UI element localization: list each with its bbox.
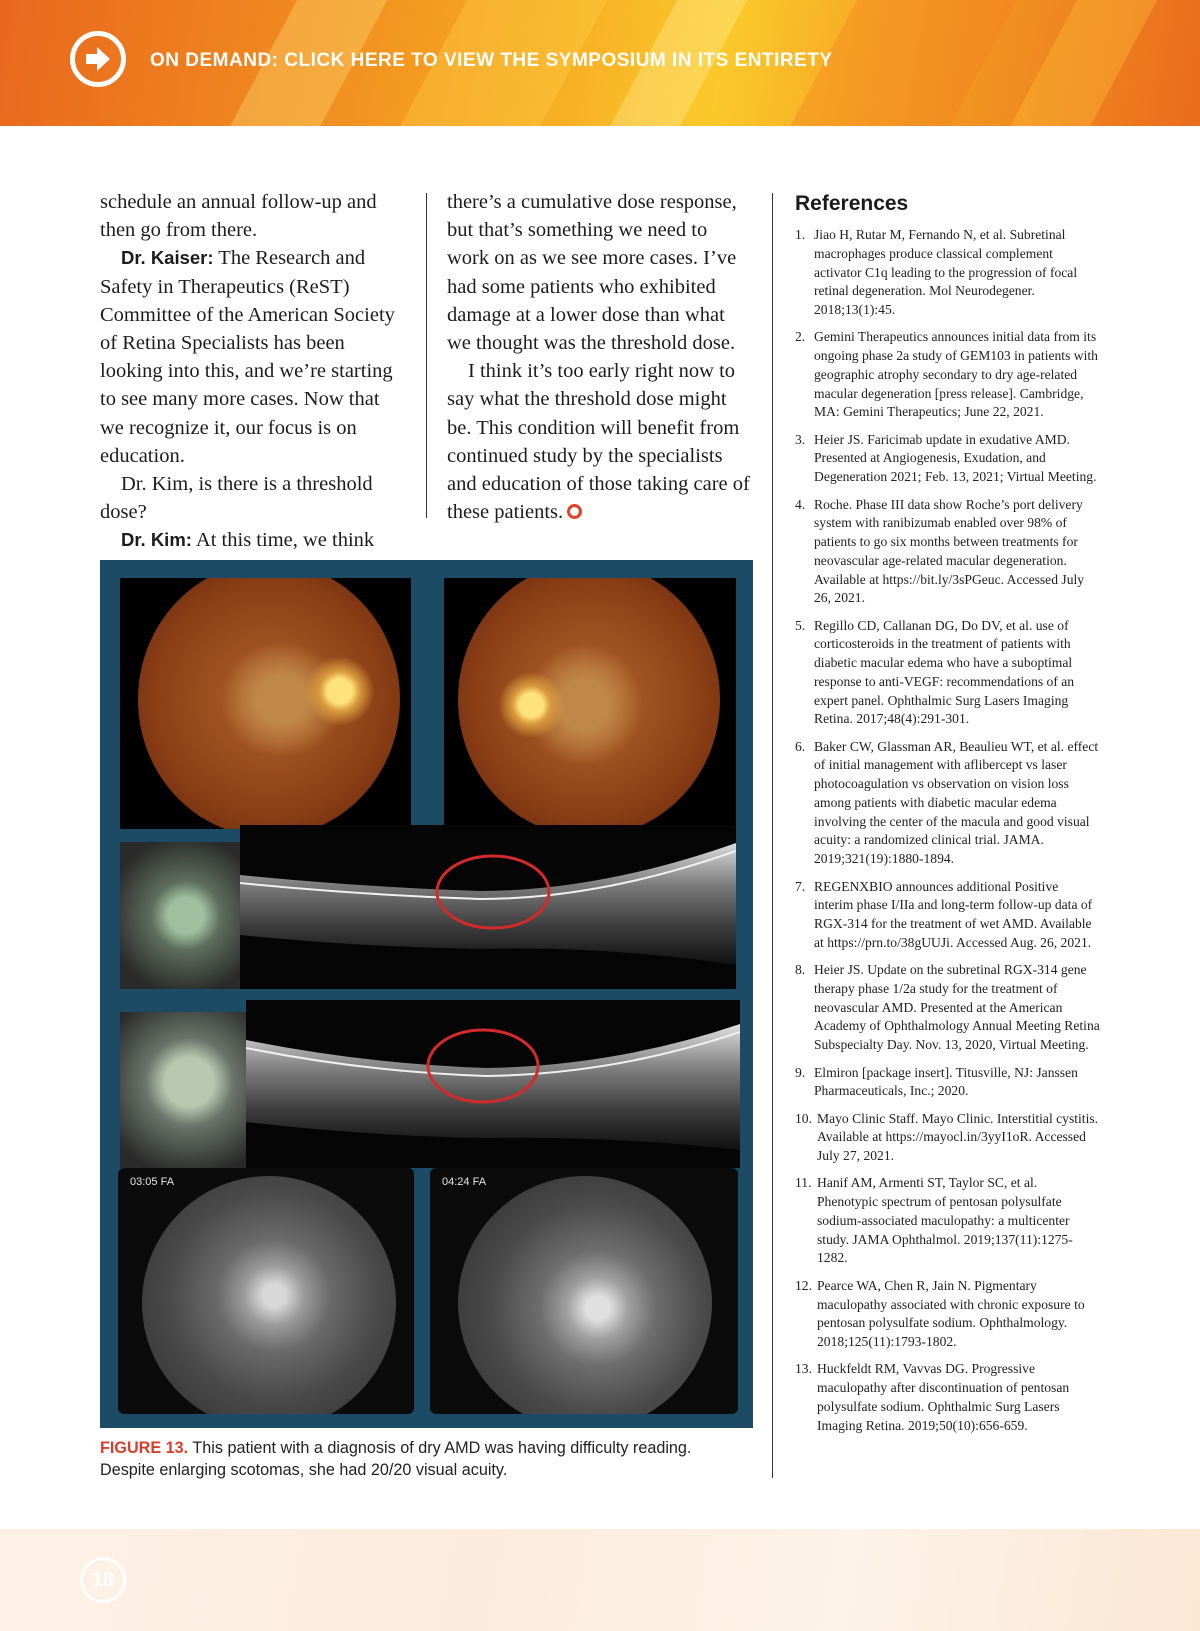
fa-disc (142, 1176, 396, 1414)
paragraph (100, 526, 406, 554)
reference-item (795, 1277, 1100, 1352)
reference-text: Regillo CD, Callanan DG, Do DV, et al. use of corticosteroids in the treatment of patients with diabetic macular edema who have a suboptimal response to anti-VEGF: recommendations of an expert panel. Ophthalmic Surg Lasers Imaging Retina. 2017;48(4):291-301. (814, 617, 1075, 727)
fluorescein-angiogram-right (430, 1168, 738, 1414)
play-arrow-icon (84, 45, 112, 73)
reference-text: Baker CW, Glassman AR, Beaulieu WT, et al. effect of initial management with aflibercept vs laser photocoagulation vs observation on vision loss among patients with diabetic macular edema involving the center of the macula and good visual acuity: a randomized clinical trial. JAMA. 2019;321(19):1880-1894. (814, 738, 1099, 867)
fundus-photo-left (120, 578, 411, 829)
paragraph-text: I think it’s too early right now to say what the threshold dose might be. This condition will benefit from continued study by the specialists and education of those taking care of these patients. (447, 360, 750, 524)
fa-timestamp: 03:05 FA (130, 1176, 175, 1188)
reference-text: Heier JS. Update on the subretinal RGX-314 gene therapy phase 1/2a study for the treatment of neovascular AMD. Presented at the American Academy of Ophthalmology Annual Meeting Retina Subspecialty Day. Nov. 13, 2020, Virtual Meeting. (814, 962, 1100, 1053)
reference-item (795, 1064, 1100, 1102)
reference-number: 6. (795, 738, 806, 754)
reference-number: 8. (795, 962, 806, 978)
page-number: 18 (80, 1557, 126, 1603)
oct-scan-1 (240, 825, 736, 989)
reference-number: 5. (795, 617, 806, 633)
oct-scan-2-thumbnail (120, 1012, 246, 1168)
caption-text: This patient with a diagnosis of dry AMD was having difficulty reading. Despite enlarging scotomas, she had 20/20 visual acuity. (100, 1439, 692, 1479)
article-column-1 (100, 188, 406, 555)
reference-number: 7. (795, 878, 806, 894)
article-column-2 (447, 188, 753, 526)
paragraph: schedule an annual follow-up and then go from there. (100, 191, 377, 242)
oct-scan-2 (246, 1000, 740, 1168)
figure-caption (100, 1437, 750, 1481)
reference-item (795, 226, 1100, 320)
fluorescein-angiogram-left (118, 1168, 414, 1414)
reference-item (795, 878, 1100, 953)
symposium-link[interactable]: ON DEMAND: CLICK HERE TO VIEW THE SYMPOSIUM IN ITS ENTIRETY (150, 50, 833, 71)
references-heading: References (795, 192, 909, 215)
reference-number: 2. (795, 329, 806, 345)
banner-stripe (982, 0, 1179, 126)
reference-number: 12. (795, 1277, 812, 1293)
reference-item (795, 496, 1100, 609)
reference-item (795, 328, 1100, 422)
end-mark-icon (567, 504, 582, 519)
reference-number: 13. (795, 1361, 812, 1377)
oct-scan-1-graphic (240, 825, 736, 989)
reference-text: Hanif AM, Armenti ST, Taylor SC, et al. Phenotypic spectrum of pentosan polysulfate sodium-associated maculopathy: a multicenter study. JAMA Ophthalmol. 2019;137(11):1275-1282. (817, 1175, 1073, 1266)
paragraph: Dr. Kim, is there is a threshold dose? (100, 473, 373, 524)
reference-text: Pearce WA, Chen R, Jain N. Pigmentary maculopathy associated with chronic exposure to pentosan polysulfate sodium. Ophthalmology. 2018;125(11):1793-1802. (817, 1277, 1085, 1350)
reference-text: Heier JS. Faricimab update in exudative AMD. Presented at Angiogenesis, Exudation, and Degeneration 2021; Feb. 13, 2021; Virtual Meeting. (814, 431, 1097, 485)
reference-item (795, 617, 1100, 730)
oct-scan-1-thumbnail (120, 842, 240, 989)
reference-text: Gemini Therapeutics announces initial data from its ongoing phase 2a study of GEM103 in patients with geographic atrophy secondary to dry age-related macular degeneration [press release]. Cambridge, MA: Gemini Therapeutics; June 22, 2021. (814, 329, 1098, 420)
reference-item (795, 1174, 1100, 1268)
speaker-name: Dr. Kim: (121, 529, 192, 551)
reference-number: 3. (795, 431, 806, 447)
fundus-disc (458, 578, 720, 829)
column-divider (772, 193, 773, 1478)
paragraph (447, 357, 753, 526)
reference-number: 11. (795, 1175, 812, 1191)
figure-label: FIGURE 13. (100, 1439, 189, 1457)
paragraph: there’s a cumulative dose response, but that’s something we need to work on as we see more cases. I’ve had some patients who exhibited damage at a lower dose than what we thought was the threshold dose. (447, 191, 737, 355)
footer-band (0, 1529, 1200, 1631)
speaker-name: Dr. Kaiser: (121, 247, 214, 269)
fundus-disc (138, 578, 400, 829)
play-button[interactable] (70, 31, 126, 87)
reference-text: Elmiron [package insert]. Titusville, NJ: Janssen Pharmaceuticals, Inc.; 2020. (814, 1064, 1078, 1099)
reference-item (795, 1110, 1100, 1166)
paragraph (100, 244, 406, 470)
reference-item (795, 738, 1100, 869)
fa-timestamp: 04:24 FA (442, 1176, 487, 1188)
reference-item (795, 431, 1100, 487)
reference-item (795, 961, 1100, 1055)
references-list (795, 226, 1100, 1435)
reference-text: Roche. Phase III data show Roche’s port delivery system with ranibizumab enabled over 98% of patients to go six months between treatments for neovascular age-related macular degeneration. Available at https://bit.ly/3sPGeuc. Accessed July 26, 2021. (814, 496, 1085, 606)
reference-text: REGENXBIO announces additional Positive interim phase I/IIa and long-term follow-up data of RGX-314 for the treatment of wet AMD. Available at https://prn.to/38gUUJi. Accessed Aug. 26, 2021. (814, 878, 1093, 950)
reference-number: 1. (795, 227, 806, 242)
reference-number: 10. (795, 1110, 812, 1126)
reference-text: Huckfeldt RM, Vavvas DG. Progressive maculopathy after discontinuation of pentosan polysulfate sodium. Ophthalmic Surg Lasers Imaging Retina. 2019;50(10):656-659. (817, 1361, 1070, 1433)
paragraph-text: At this time, we think (191, 529, 375, 552)
column-divider (426, 193, 427, 518)
paragraph-text: The Research and Safety in Therapeutics (ReST) Committee of the American Society of Retina Specialists has been looking into this, and we’re starting to see many more cases. Now that we recognize it, our focus is on education. (100, 247, 395, 467)
reference-number: 4. (795, 496, 806, 512)
reference-item (795, 1360, 1100, 1435)
fundus-photo-right (444, 578, 736, 829)
header-banner[interactable] (0, 0, 1200, 126)
reference-text: Jiao H, Rutar M, Fernando N, et al. Subretinal macrophages produce classical complement activator C1q leading to the progression of focal retinal degeneration. Mol Neurodegener. 2018;13(1):45. (814, 227, 1078, 317)
references-section (795, 192, 1100, 1444)
reference-text: Mayo Clinic Staff. Mayo Clinic. Interstitial cystitis. Available at https://mayocl.in/3yyI1oR. Accessed July 27, 2021. (817, 1110, 1099, 1164)
oct-scan-2-graphic (246, 1000, 740, 1168)
fa-disc (458, 1176, 712, 1414)
reference-number: 9. (795, 1064, 806, 1080)
figure-13-image (100, 560, 753, 1428)
